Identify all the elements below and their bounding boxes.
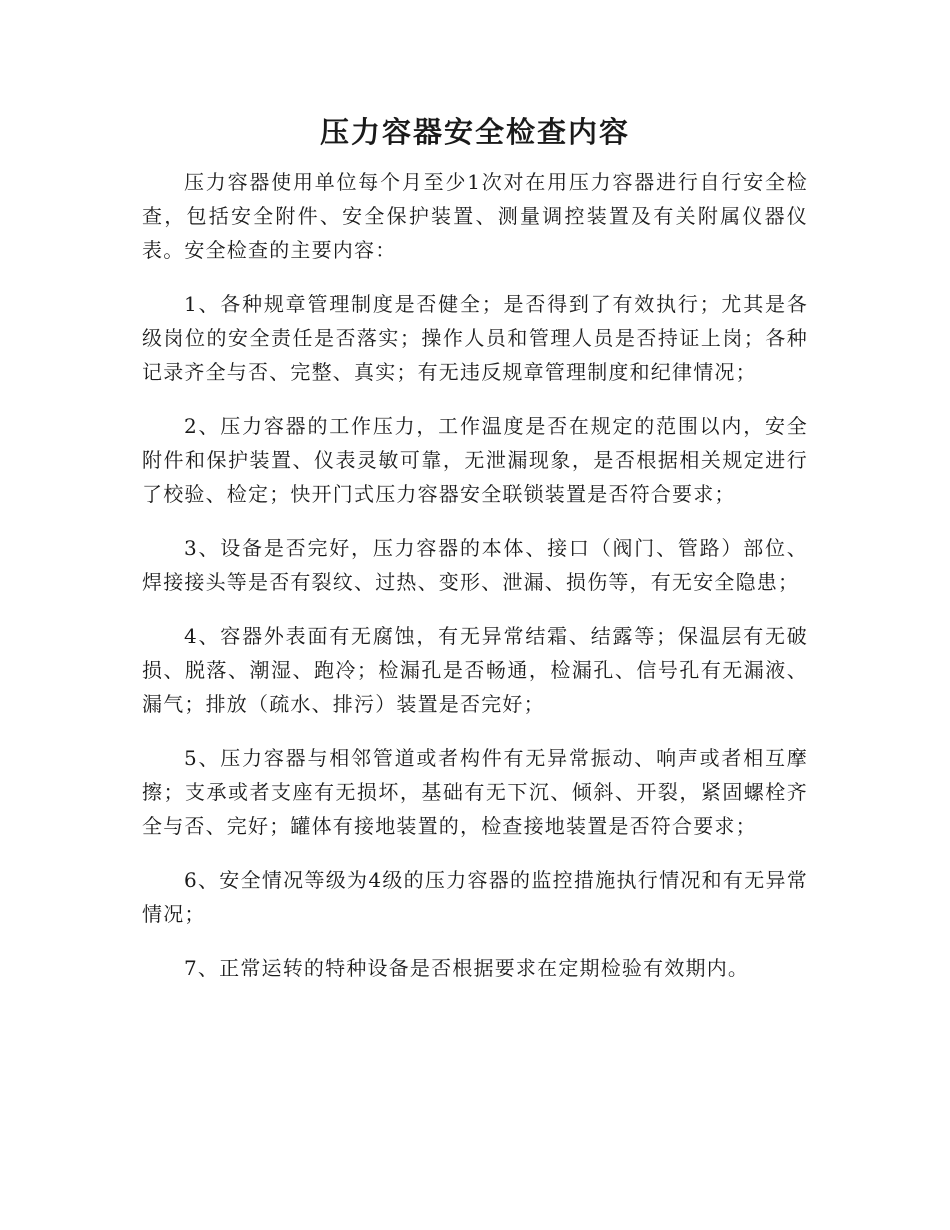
check-item-5: 5、压力容器与相邻管道或者构件有无异常振动、响声或者相互摩擦；支承或者支座有无损坏，基础有无下沉、倾斜、开裂，紧固螺栓齐全与否、完好；罐体有接地装置的，检查接地装置是否符合要求；	[142, 746, 808, 838]
check-item-1: 1、各种规章管理制度是否健全；是否得到了有效执行；尤其是各级岗位的安全责任是否落实；操作人员和管理人员是否持证上岗；各种记录齐全与否、完整、真实；有无违反规章管理制度和纪律情况；	[142, 292, 808, 384]
document-body	[142, 165, 808, 1005]
check-item-4: 4、容器外表面有无腐蚀，有无异常结霜、结露等；保温层有无破损、脱落、潮湿、跑冷；检漏孔是否畅通，检漏孔、信号孔有无漏液、漏气；排放（疏水、排污）装置是否完好；	[142, 624, 808, 716]
check-item-6: 6、安全情况等级为4级的压力容器的监控措施执行情况和有无异常情况；	[142, 868, 808, 926]
check-item-7: 7、正常运转的特种设备是否根据要求在定期检验有效期内。	[184, 956, 750, 980]
check-item-2: 2、压力容器的工作压力，工作温度是否在规定的范围以内，安全附件和保护装置、仪表灵敏可靠，无泄漏现象，是否根据相关规定进行了校验、检定；快开门式压力容器安全联锁装置是否符合要求；	[142, 414, 808, 506]
check-item-3: 3、设备是否完好，压力容器的本体、接口（阀门、管路）部位、焊接接头等是否有裂纹、过热、变形、泄漏、损伤等，有无安全隐患；	[142, 536, 808, 594]
intro-paragraph: 压力容器使用单位每个月至少1次对在用压力容器进行自行安全检查，包括安全附件、安全保护装置、测量调控装置及有关附属仪器仪表。安全检查的主要内容：	[142, 170, 808, 262]
page-title: 压力容器安全检查内容	[319, 115, 630, 149]
